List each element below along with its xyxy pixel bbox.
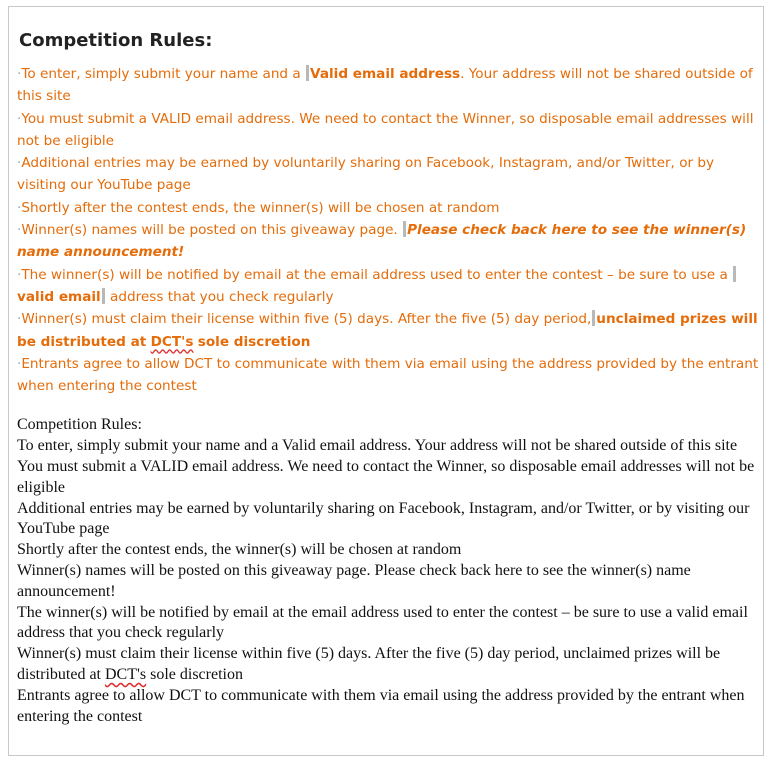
bullet-icon: · (17, 355, 22, 372)
list-item: ·To enter, simply submit your name and a Valid email address. Your address will not be shared outside of this site (17, 66, 753, 105)
selection-marker (306, 65, 309, 81)
plain-rules-list (17, 415, 765, 727)
list-item: ·Winner(s) names will be posted on this giveaway page. Please check back here to see the winner(s) name announcement! (17, 222, 747, 261)
list-item: You must submit a VALID email address. We need to contact the Winner, so disposable email addresses will not be eligible (17, 458, 755, 496)
list-item: ·Additional entries may be earned by voluntarily sharing on Facebook, Instagram, and/or Twitter, or by visiting our YouTube page (17, 155, 715, 194)
page-title: Competition Rules: (19, 30, 213, 51)
bullet-icon: · (17, 266, 22, 283)
bullet-icon: · (17, 199, 22, 216)
selection-marker (403, 221, 406, 237)
list-item: Additional entries may be earned by voluntarily sharing on Facebook, Instagram, and/or Twitter, or by visiting our YouTube page (17, 499, 750, 538)
list-item: ·Winner(s) must claim their license within five (5) days. After the five (5) day period, unclaimed prizes will be distributed at DCT's sole discretion (17, 311, 758, 350)
list-item: To enter, simply submit your name and a Valid email address. Your address will not be shared outside of this site (17, 437, 738, 455)
list-item: ·Entrants agree to allow DCT to communicate with them via email using the address provided by the entrant when entering the contest (17, 355, 759, 395)
bullet-icon: · (17, 110, 22, 127)
spellcheck-word: DCT's (104, 666, 147, 684)
list-item: Winner(s) must claim their license within five (5) days. After the five (5) day period, unclaimed prizes will be distributed at DCT's sole discretion (17, 645, 721, 684)
list-item: ·The winner(s) will be notified by email at the email address used to enter the contest – be sure to use a valid email address that you check regularly (17, 264, 765, 309)
styled-rules-list (17, 63, 765, 397)
list-item: ·Shortly after the contest ends, the winner(s) will be chosen at random (17, 199, 500, 216)
list-item: Entrants agree to allow DCT to communicate with them via email using the address provided by the entrant when entering the contest (17, 686, 745, 725)
selection-marker (102, 288, 105, 304)
bullet-icon: · (17, 66, 22, 82)
list-item: Winner(s) names will be posted on this giveaway page. Please check back here to see the winner(s) name announcement! (17, 562, 691, 600)
selection-marker (733, 266, 736, 282)
document-page (8, 6, 764, 756)
list-item: Shortly after the contest ends, the winner(s) will be chosen at random (17, 541, 462, 559)
document-body (17, 21, 765, 727)
bullet-icon: · (17, 311, 22, 328)
selection-marker (592, 310, 595, 326)
spellcheck-word: DCT's (150, 333, 194, 350)
list-item: The winner(s) will be notified by email at the email address used to enter the contest – be sure to use a valid email address that you check regularly (17, 603, 748, 642)
bullet-icon: · (17, 222, 22, 239)
section-heading: Competition Rules: (17, 416, 142, 434)
bullet-icon: · (17, 155, 22, 172)
list-item: ·You must submit a VALID email address. We need to contact the Winner, so disposable email addresses will not be eligible (17, 110, 754, 149)
